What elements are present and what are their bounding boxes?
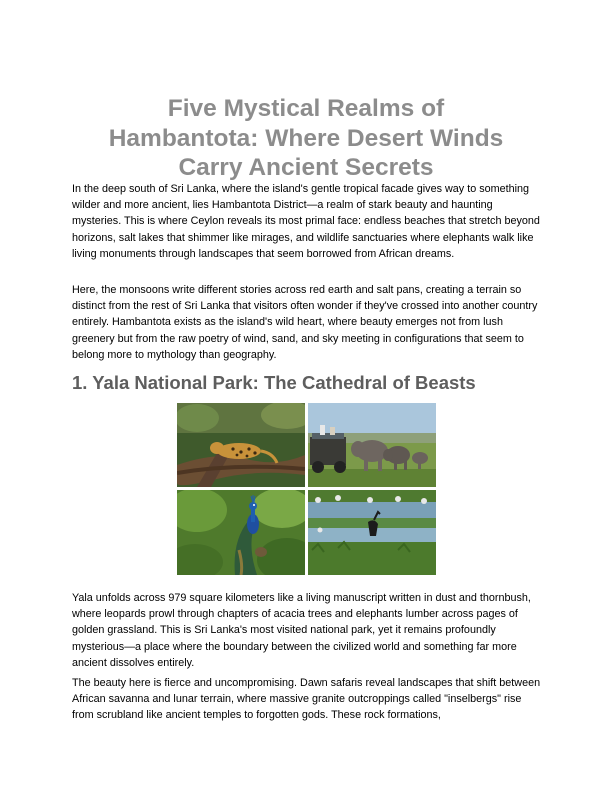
section-heading-yala: 1. Yala National Park: The Cathedral of Beasts — [72, 372, 476, 393]
intro-paragraph-1: In the deep south of Sri Lanka, where the island's gentle tropical facade gives way to something wilder and more ancient, lies Hambantota District—a realm of stark beauty and haunting mysteries. This is where Ceylon reveals its most primal face: endless beaches that stretch beyond horizons, salt lakes that shimmer like mirages, and wildlife sanctuaries where elephants walk like living monuments through landscapes that seem borrowed from African dreams. — [72, 183, 540, 260]
elephants-safari-photo — [308, 403, 436, 487]
document-title: Five Mystical Realms of Hambantota: Where Desert Winds Carry Ancient Secrets — [108, 95, 504, 181]
wetland-bird-photo — [308, 490, 436, 575]
yala-paragraph-1: Yala unfolds across 979 square kilometers like a living manuscript written in dust and thornbush, where leopards prowl through chapters of acacia trees and elephants lumber across pages of golden grassland. This is Sri Lanka's most visited national park, yet it remains profoundly mysterious—a place where the boundary between the civilized world and something far more ancient dissolves entirely. — [72, 592, 531, 669]
peacock-photo — [177, 490, 305, 575]
yala-paragraph-2: The beauty here is fierce and uncompromising. Dawn safaris reveal landscapes that shift between African savanna and lunar terrain, where massive granite outcroppings called "inselbergs" rise from scrubland like ancient temples to forgotten gods. These rock formations, — [72, 677, 541, 722]
intro-paragraph-2: Here, the monsoons write different stories across red earth and salt pans, creating a terrain so distinct from the rest of Sri Lanka that visitors often wonder if they've crossed into another country entirely. Hambantota exists as the island's wild heart, where beauty emerges not from lush greenery but from the raw poetry of wind, sand, and sky meeting in configurations that seem to belong more to mythology than geography. — [72, 284, 538, 361]
leopard-photo — [177, 403, 305, 487]
